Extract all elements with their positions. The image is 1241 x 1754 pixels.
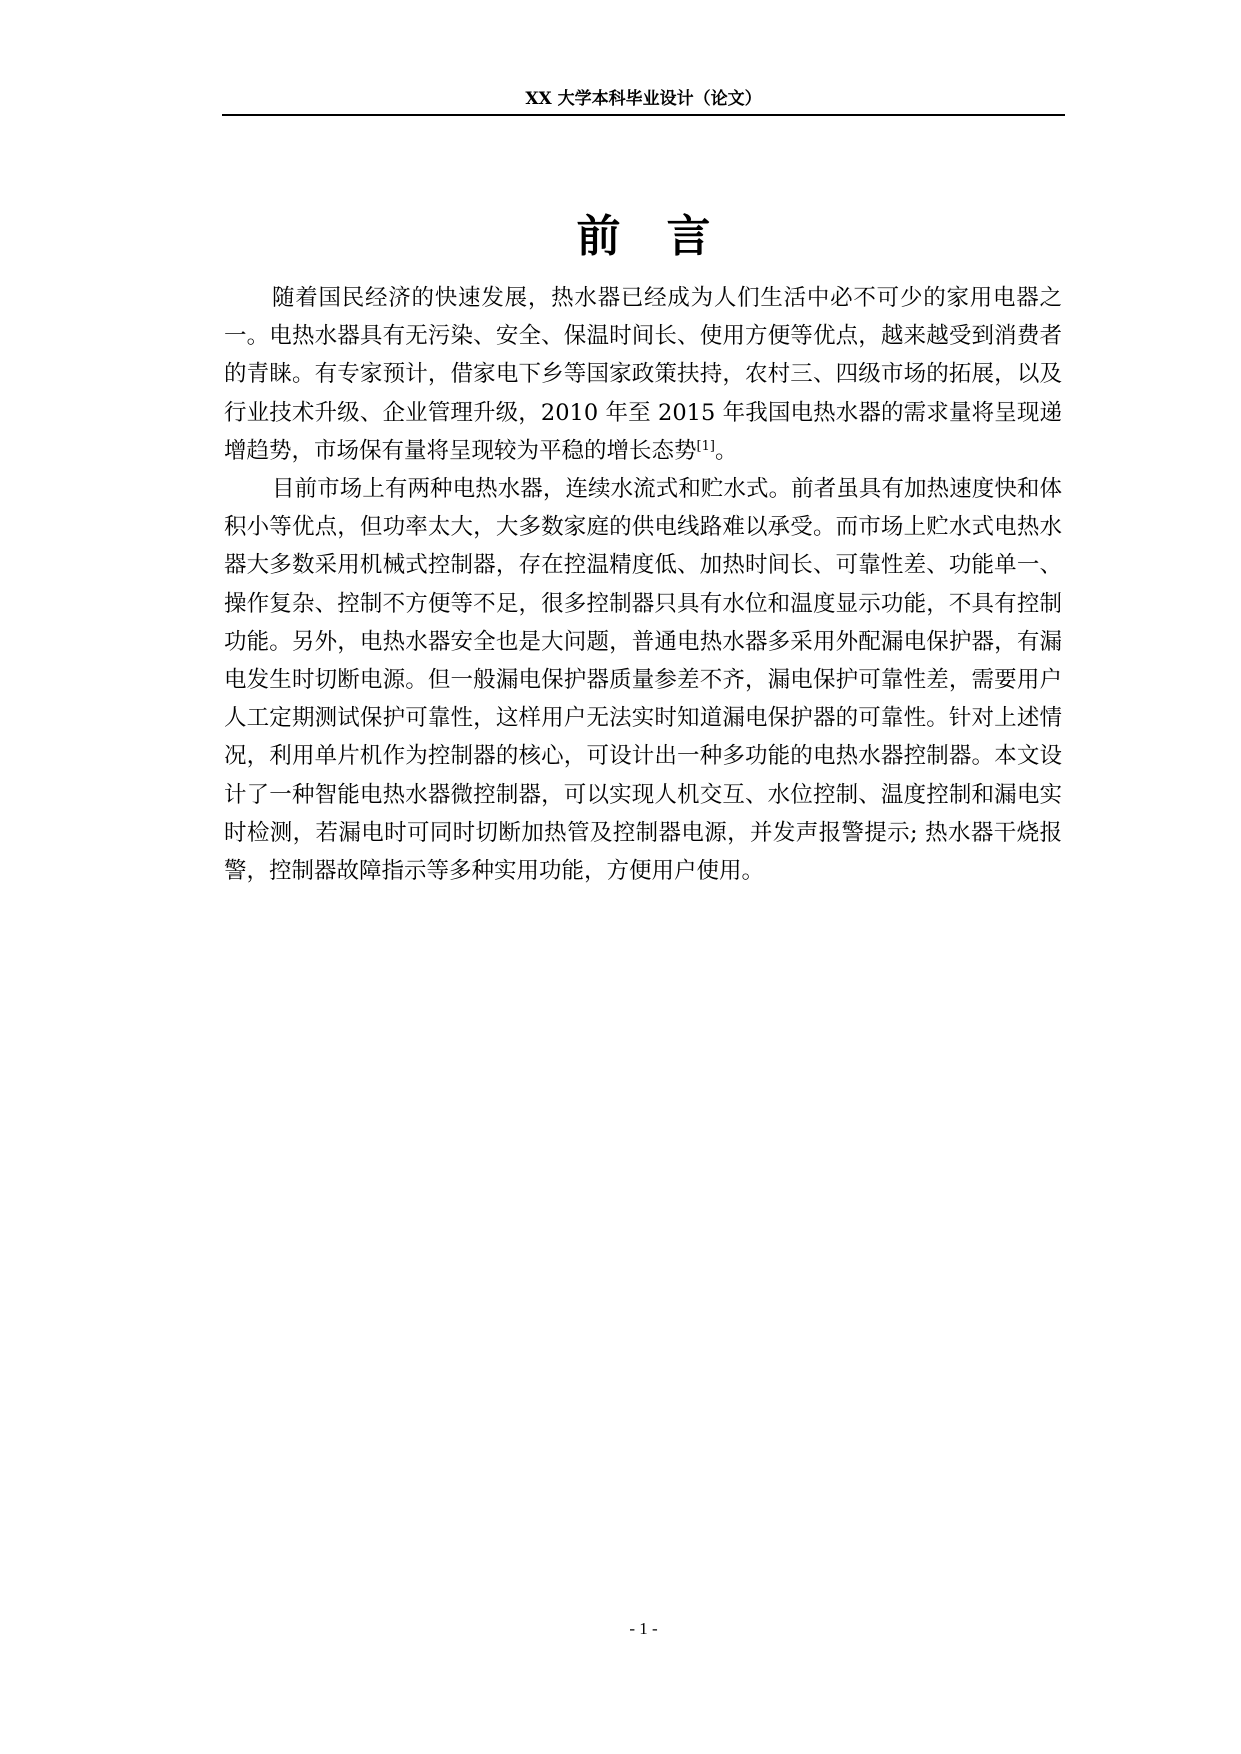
header-divider — [222, 114, 1065, 116]
paragraph-1 — [224, 279, 1062, 470]
page-number: - 1 - — [629, 1619, 658, 1638]
paragraph-1-text: 随着国民经济的快速发展，热水器已经成为人们生活中必不可少的家用电器之一。电热水器具有无污染、安全、保温时间长、使用方便等优点，越来越受到消费者的青睐。有专家预计，借家电下乡等国家政策扶持，农村三、四级市场的拓展，以及行业技术升级、企业管理升级，2010 年至 2015 年我国电热水器的需求量将呈现递增趋势，市场保有量将呈现较为平稳的增长态势 — [224, 285, 1062, 464]
citation-reference[interactable]: [1] — [696, 438, 715, 454]
body-text — [224, 279, 1062, 890]
paragraph-2 — [224, 470, 1062, 890]
page-title: 前言 — [576, 211, 757, 263]
paragraph-2-text: 目前市场上有两种电热水器，连续水流式和贮水式。前者虽具有加热速度快和体积小等优点，但功率太大，大多数家庭的供电线路难以承受。而市场上贮水式电热水器大多数采用机械式控制器，存在控温精度低、加热时间长、可靠性差、功能单一、操作复杂、控制不方便等不足，很多控制器只具有水位和温度显示功能，不具有控制功能。另外，电热水器安全也是大问题，普通电热水器多采用外配漏电保护器，有漏电发生时切断电源。但一般漏电保护器质量参差不齐，漏电保护可靠性差，需要用户人工定期测试保护可靠性，这样用户无法实时知道漏电保护器的可靠性。针对上述情况，利用单片机作为控制器的核心，可设计出一种多功能的电热水器控制器。本文设计了一种智能电热水器微控制器，可以实现人机交互、水位控制、温度控制和漏电实时检测，若漏电时可同时切断加热管及控制器电源，并发声报警提示; 热水器干烧报警，控制器故障指示等多种实用功能，方便用户使用。 — [224, 476, 1062, 885]
paragraph-1-tail: 。 — [714, 437, 738, 464]
running-header: XX 大学本科毕业设计（论文） — [525, 89, 762, 109]
